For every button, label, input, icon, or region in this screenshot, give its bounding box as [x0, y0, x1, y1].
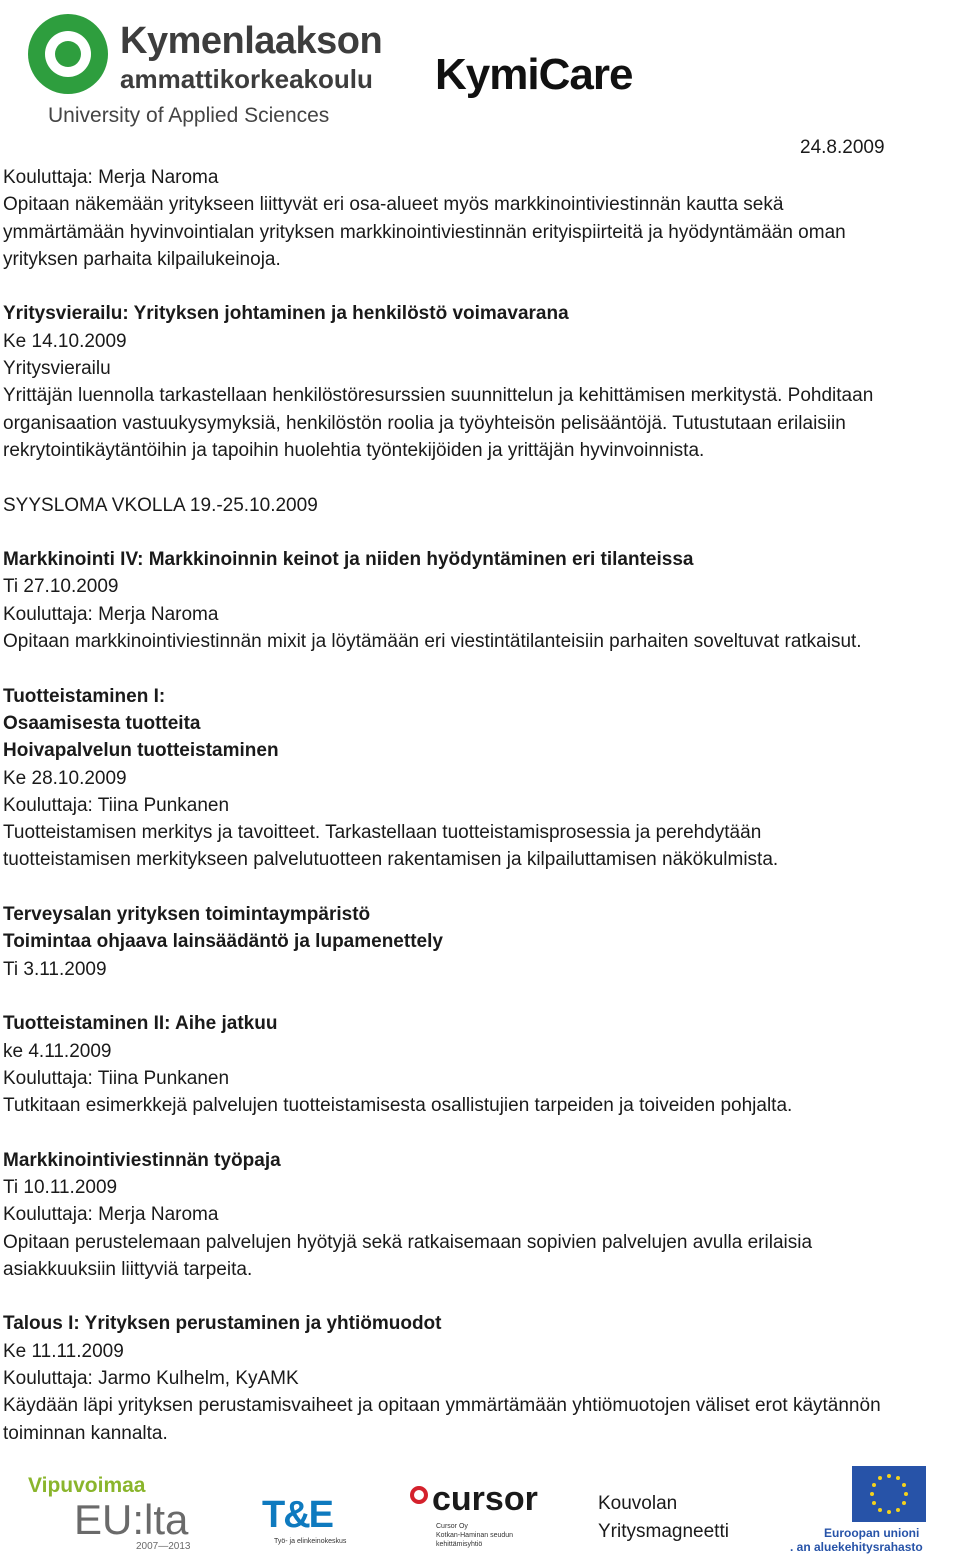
- document-date: 24.8.2009: [800, 137, 885, 158]
- kouvolan-line1: Kouvolan: [598, 1493, 678, 1514]
- section-heading: Terveysalan yrityksen toimintaympäristö: [3, 904, 371, 926]
- kyamk-name-line3: University of Applied Sciences: [48, 104, 330, 127]
- kouvolan-yritysmagneetti: [598, 1490, 729, 1546]
- text-line: ke 4.11.2009: [3, 1040, 112, 1062]
- text-line: Kouluttaja: Jarmo Kulhelm, KyAMK: [3, 1368, 299, 1390]
- vipuvoimaa-line2: EU:lta: [74, 1496, 189, 1543]
- section-heading: Markkinointi IV: Markkinoinnin keinot ja niiden hyödyntäminen eri tilanteissa: [3, 549, 694, 571]
- section-heading: Hoivapalvelun tuotteistaminen: [3, 740, 279, 762]
- text-line: Opitaan näkemään yritykseen liittyvät eri osa-alueet myös markkinointiviestinnän kautta sekä: [3, 194, 784, 216]
- vipuvoimaa-line3: 2007—2013: [136, 1541, 191, 1552]
- text-line: Ti 3.11.2009: [3, 958, 107, 980]
- text-line: Tuotteistamisen merkitys ja tavoitteet. Tarkastellaan tuotteistamisprosessia ja perehdytään: [3, 822, 762, 844]
- eu-line2: . an aluekehitysrahasto: [790, 1540, 923, 1554]
- section-heading: Osaamisesta tuotteita: [3, 712, 201, 734]
- text-line: Kouluttaja: Merja Naroma: [3, 167, 219, 188]
- text-line: Yrittäjän luennolla tarkastellaan henkilöstöresurssien suunnittelun ja kehittämisen merkitystä. Pohditaan: [3, 385, 874, 407]
- sponsor-footer: [0, 1462, 960, 1554]
- text-line: Ke 11.11.2009: [3, 1340, 124, 1362]
- section-heading: Markkinointiviestinnän työpaja: [3, 1149, 281, 1171]
- text-line: Opitaan markkinointiviestinnän mixit ja löytämään eri viestintätilanteisiin parhaiten soveltuvat ratkaisut.: [3, 631, 862, 653]
- text-line: ymmärtämään hyvinvointialan yrityksen markkinointiviestinnän erityispiirteitä ja hyödyntämään oman: [3, 221, 846, 243]
- kyamk-logo: [28, 14, 383, 129]
- text-line: Käydään läpi yrityksen perustamisvaiheet ja opitaan ymmärtämään yhtiömuotojen väliset erot käytännön: [3, 1395, 881, 1417]
- page-header: [0, 0, 960, 140]
- te-mark: T&E: [262, 1494, 332, 1536]
- text-line: Ti 27.10.2009: [3, 576, 119, 598]
- text-line: Kouluttaja: Merja Naroma: [3, 603, 219, 625]
- text-line: Ke 14.10.2009: [3, 330, 127, 352]
- vipuvoimaa-line1: Vipuvoimaa: [28, 1474, 146, 1497]
- text-line: Kouluttaja: Merja Naroma: [3, 1204, 219, 1226]
- cursor-ring-icon: [410, 1486, 428, 1504]
- text-line: yrityksen parhaita kilpailukeinoja.: [3, 248, 281, 270]
- eu-line1: Euroopan unioni: [824, 1526, 920, 1540]
- kyamk-name-line2: ammattikorkeakoulu: [120, 64, 373, 94]
- cursor-caption: Cursor Oy Kotkan-Haminan seudun kehittämisyhtiö: [436, 1523, 514, 1548]
- text-line: Ke 28.10.2009: [3, 767, 127, 789]
- section-heading: Toimintaa ohjaava lainsäädäntö ja lupamenettely: [3, 931, 443, 953]
- text-line: Opitaan perustelemaan palvelujen hyötyjä sekä ratkaisemaan sopivien palvelujen avulla erilaisia: [3, 1231, 813, 1253]
- text-line: rekrytointikäytäntöihin ja tapoihin huolehtia työntekijöiden ja yrittäjän hyvinvoinnista.: [3, 439, 705, 461]
- text-line: Ti 10.11.2009: [3, 1176, 118, 1198]
- document-body: [3, 164, 959, 1447]
- text-line: Kouluttaja: Tiina Punkanen: [3, 1067, 230, 1089]
- cursor-name: cursor: [432, 1480, 538, 1518]
- kymicare-logo: KymiCare: [435, 50, 633, 99]
- section-heading: Yritysvierailu: Yrityksen johtaminen ja henkilöstö voimavarana: [3, 303, 569, 325]
- text-line: toiminnan kannalta.: [3, 1422, 168, 1444]
- te-keskus-logo: [262, 1494, 347, 1550]
- text-line: SYYSLOMA VKOLLA 19.-25.10.2009: [3, 494, 318, 516]
- text-line: Yritysvierailu: [3, 358, 111, 380]
- text-line: organisaation vastuukysymyksiä, henkilöstön roolia ja työyhteisön pelisääntöjä. Tutustutaan erilaisiin: [3, 412, 846, 434]
- text-line: Kouluttaja: Tiina Punkanen: [3, 794, 230, 816]
- kyamk-name-line1: Kymenlaakson: [120, 20, 383, 62]
- kyamk-emblem-icon: [28, 14, 108, 94]
- text-line: tuotteistamisen merkitykseen palvelutuotteen rakentamisen ja kilpailuttamisen näkökulmista.: [3, 849, 779, 871]
- te-caption: Työ- ja elinkeinokeskus: [274, 1538, 347, 1545]
- section-heading: Tuotteistaminen II: Aihe jatkuu: [3, 1013, 278, 1035]
- text-line: Tutkitaan esimerkkejä palvelujen tuotteistamisesta osallistujien tarpeiden ja toiveiden pohjalta.: [3, 1095, 793, 1117]
- eu-logo: [790, 1466, 960, 1554]
- section-heading: Tuotteistaminen I:: [3, 685, 166, 707]
- section-heading: Talous I: Yrityksen perustaminen ja yhtiömuodot: [3, 1313, 442, 1335]
- kouvolan-line2: Yritysmagneetti: [598, 1521, 729, 1542]
- vipuvoimaa-eulta-logo: [28, 1474, 208, 1552]
- text-line: asiakkuuksiin liittyviä tarpeita.: [3, 1258, 253, 1280]
- eu-flag-icon: [852, 1466, 926, 1522]
- cursor-logo: [410, 1480, 550, 1552]
